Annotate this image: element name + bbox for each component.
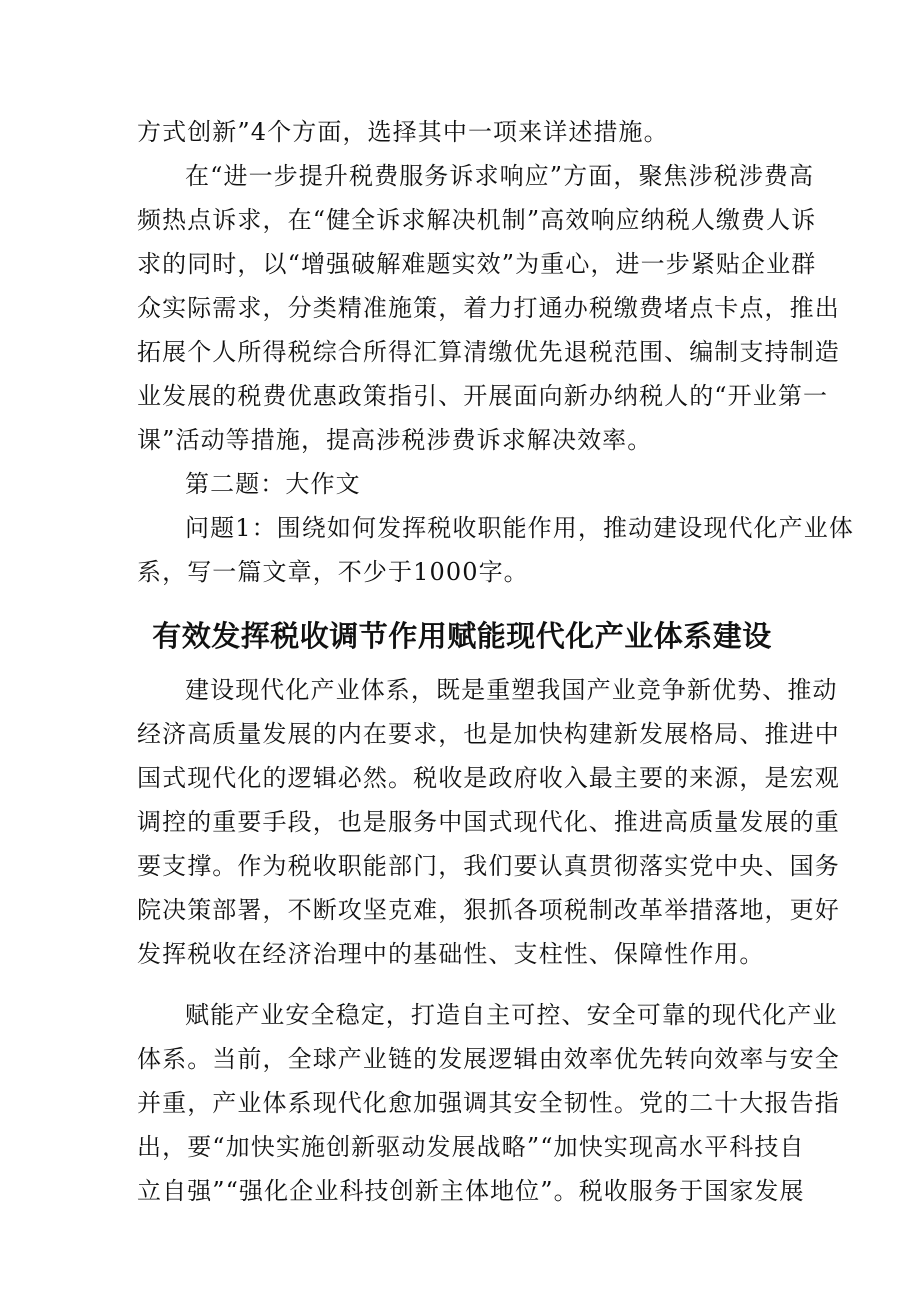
paragraph-gap <box>137 976 787 993</box>
paragraph-continuation <box>137 110 787 154</box>
text-line: 立自强”“强化企业科技创新主体地位”。税收服务于国家发展 <box>137 1177 805 1205</box>
text-line: 调控的重要手段，也是服务中国式现代化、推进高质量发展的重 <box>137 808 840 836</box>
question-paragraph <box>137 506 854 594</box>
text-line: 拓展个人所得税综合所得汇算清缴优先退税范围、编制支持制造 <box>137 338 840 366</box>
text-line: 要支撑。作为税收职能部门，我们要认真贯彻落实党中央、国务 <box>137 852 840 880</box>
text-line: 发挥税收在经济治理中的基础性、支柱性、保障性作用。 <box>137 940 765 968</box>
text-line: 问题1：围绕如何发挥税收职能作用，推动建设现代化产业体 <box>185 514 854 542</box>
text-line: 经济高质量发展的内在要求，也是加快构建新发展格局、推进中 <box>137 720 840 748</box>
text-line: 国式现代化的逻辑必然。税收是政府收入最主要的来源，是宏观 <box>137 764 840 792</box>
text-line: 在“进一步提升税费服务诉求响应”方面，聚焦涉税涉费高 <box>185 162 815 190</box>
text-line: 院决策部署，不断攻坚克难，狠抓各项税制改革举措落地，更好 <box>137 896 840 924</box>
text-line: 赋能产业安全稳定，打造自主可控、安全可靠的现代化产业 <box>185 1001 838 1029</box>
text-line: 频热点诉求，在“健全诉求解决机制”高效响应纳税人缴费人诉 <box>137 206 817 234</box>
text-line: 方式创新”4个方面，选择其中一项来详述措施。 <box>137 118 669 146</box>
paragraph-service-response <box>137 154 840 462</box>
essay-body-paragraph <box>137 993 840 1213</box>
text-line: 众实际需求，分类精准施策，着力打通办税缴费堵点卡点，推出 <box>137 294 840 322</box>
text-line: 业发展的税费优惠政策指引、开展面向新办纳税人的“开业第一 <box>137 382 829 410</box>
document-page <box>137 110 854 1213</box>
text-line: 出，要“加快实施创新驱动发展战略”“加快实现高水平科技自 <box>137 1133 805 1161</box>
text-line: 体系。当前，全球产业链的发展逻辑由效率优先转向效率与安全 <box>137 1045 840 1073</box>
text-line: 课”活动等措施，提高涉税涉费诉求解决效率。 <box>137 426 653 454</box>
text-line: 并重，产业体系现代化愈加强调其安全韧性。党的二十大报告指 <box>137 1089 840 1117</box>
text-line: 第二题：大作文 <box>185 470 361 498</box>
text-line: 建设现代化产业体系，既是重塑我国产业竞争新优势、推动 <box>185 676 838 704</box>
essay-intro-paragraph <box>137 668 840 976</box>
text-line: 求的同时，以“增强破解难题实效”为重心，进一步紧贴企业群 <box>137 250 817 278</box>
essay-title: 有效发挥税收调节作用赋能现代化产业体系建设 <box>152 619 772 653</box>
text-line: 系，写一篇文章，不少于1000字。 <box>137 558 529 586</box>
section-heading <box>137 462 787 506</box>
